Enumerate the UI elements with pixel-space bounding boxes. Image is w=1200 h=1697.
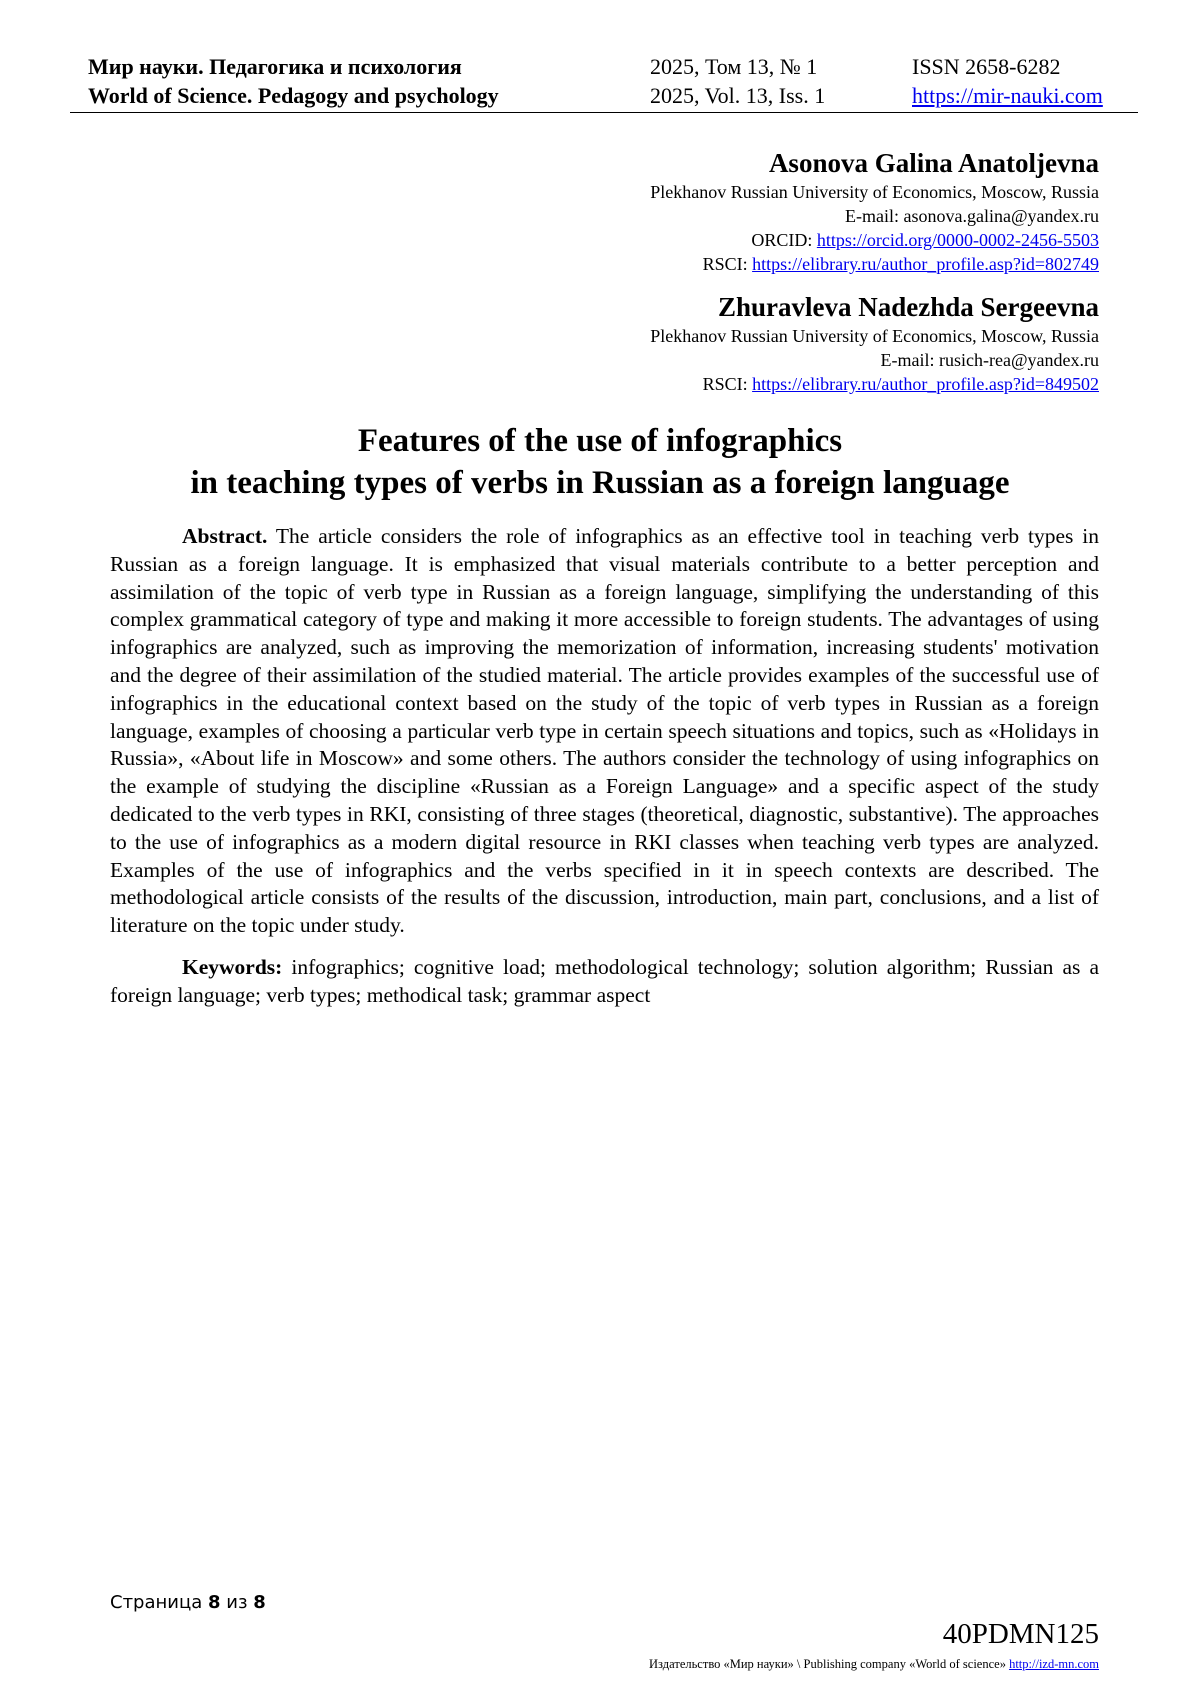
journal-title [88, 52, 499, 110]
article-title [88, 420, 1112, 504]
issue-info-ru: 2025, Том 13, № 1 [650, 54, 818, 79]
keywords-text: infographics; cognitive load; methodological technology; solution algorithm; Russian as a foreign language; verb types; methodical task; grammar aspect [110, 954, 1099, 1007]
abstract-label: Abstract. [182, 524, 268, 548]
author-list [399, 146, 1099, 410]
page-prefix: Страница [110, 1592, 203, 1613]
page-number [110, 1592, 266, 1614]
author-name: Zhuravleva Nadezhda Sergeevna [718, 292, 1099, 322]
author-rsci [399, 252, 1099, 276]
abstract-text: The article considers the role of infographics as an effective tool in teaching verb types in Russian as a foreign language. It is emphasized that visual materials contribute to a better perception and assimilation of the topic of verb type in Russian as a foreign language, simplifying the understanding of this complex grammatical category of type and making it more accessible to foreign students. The advantages of using infographics are analyzed, such as improving the memorization of information, increasing students' motivation and the degree of their assimilation of the studied material. The article provides examples of the successful use of infographics in the educational context based on the study of the topic of verb types in Russian as a foreign language, examples of choosing a particular verb type in certain speech situations and topics, such as «Holidays in Russia», «About life in Moscow» and some others. The authors consider the technology of using infographics on the example of studying the discipline «Russian as a Foreign Language» and a specific aspect of the study dedicated to the verb types in RKI, consisting of three stages (theoretical, diagnostic, substantive). The approaches to the use of infographics as a modern digital resource in RKI classes when teaching verb types are analyzed. Examples of the use of infographics and the verbs specified in it in speech contexts are described. The methodological article consists of the results of the discussion, introduction, main part, conclusions, and a list of literature on the topic under study. [110, 524, 1099, 938]
journal-site-link[interactable]: https://mir-nauki.com [912, 83, 1103, 108]
keywords-label: Keywords: [182, 954, 283, 979]
page-current: 8 [208, 1592, 221, 1613]
rsci-label: RSCI: [702, 254, 748, 274]
journal-title-ru: Мир науки. Педагогика и психология [88, 54, 462, 79]
article-title-line-2: in teaching types of verbs in Russian as a foreign language [190, 465, 1010, 501]
article-title-line-1: Features of the use of infographics [357, 423, 843, 459]
article-body [110, 523, 1099, 1010]
rsci-link[interactable]: https://elibrary.ru/author_profile.asp?id=849502 [752, 374, 1099, 394]
publisher-footer [649, 1656, 1099, 1672]
page-total: 8 [253, 1592, 266, 1613]
orcid-label: ORCID: [751, 230, 813, 250]
publisher-link[interactable]: http://izd-mn.com [1009, 1657, 1099, 1671]
publisher-text: Издательство «Мир науки» \ Publishing company «World of science» [649, 1657, 1006, 1671]
author-name: Asonova Galina Anatoljevna [768, 148, 1099, 178]
issue-info-en: 2025, Vol. 13, Iss. 1 [650, 83, 826, 108]
keywords [110, 954, 1099, 1010]
orcid-link[interactable]: https://orcid.org/0000-0002-2456-5503 [816, 230, 1099, 250]
journal-title-en: World of Science. Pedagogy and psychology [88, 83, 499, 108]
author-affiliation: Plekhanov Russian University of Economics, Moscow, Russia [650, 182, 1099, 202]
author-orcid [399, 228, 1099, 252]
author-2 [399, 290, 1099, 396]
author-email: E-mail: rusich-rea@yandex.ru [880, 350, 1099, 370]
issn: ISSN 2658-6282 [912, 54, 1061, 79]
article-code: 40PDMN125 [942, 1618, 1099, 1650]
page-separator: из [226, 1592, 248, 1613]
author-1 [399, 146, 1099, 276]
author-email: E-mail: asonova.galina@yandex.ru [845, 206, 1099, 226]
issue-info [650, 52, 825, 110]
header-divider [70, 112, 1138, 113]
rsci-label: RSCI: [702, 374, 748, 394]
rsci-link[interactable]: https://elibrary.ru/author_profile.asp?id=802749 [752, 254, 1099, 274]
abstract [110, 523, 1099, 940]
issn-block [912, 52, 1103, 110]
author-affiliation: Plekhanov Russian University of Economics, Moscow, Russia [650, 326, 1099, 346]
author-rsci [399, 372, 1099, 396]
